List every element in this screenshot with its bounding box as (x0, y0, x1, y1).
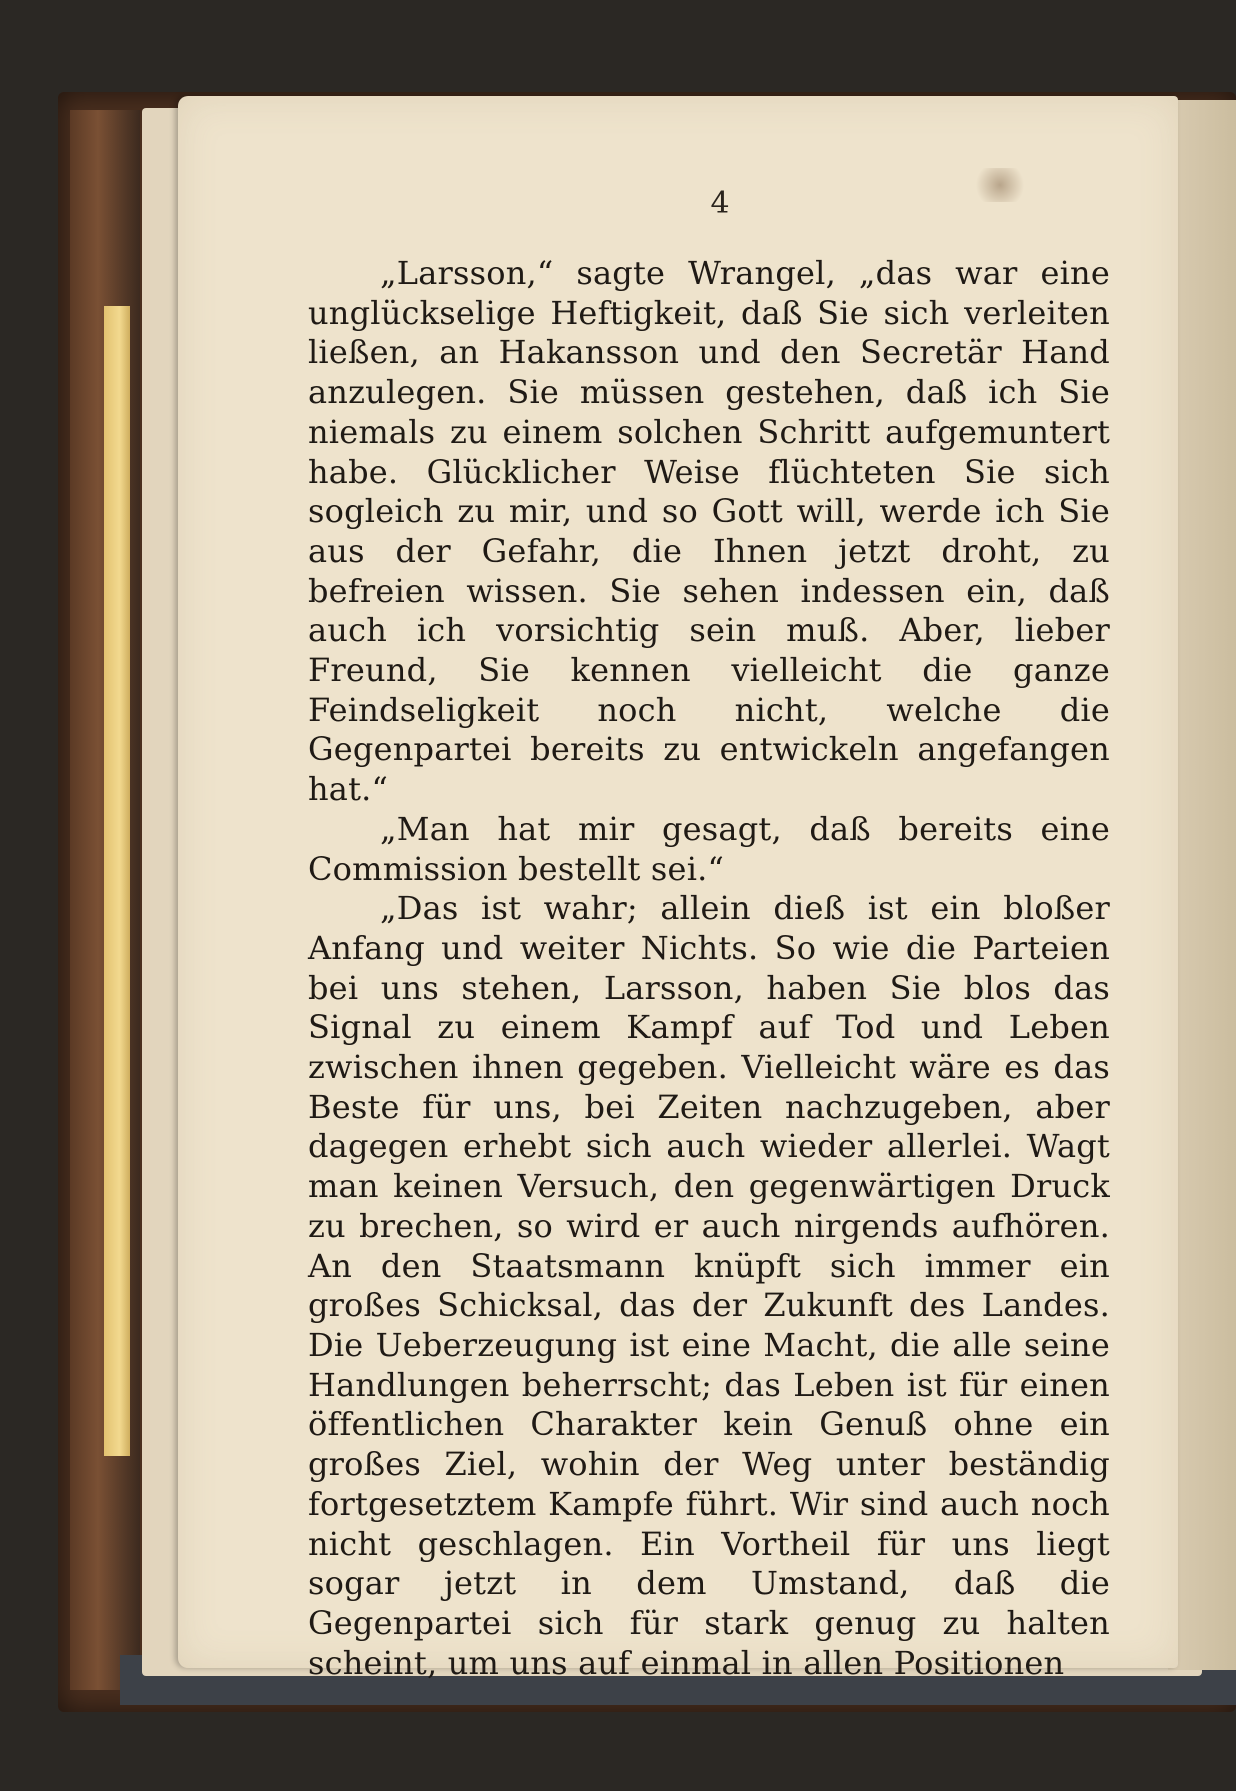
page-number: 4 (710, 186, 730, 221)
paper-stain (970, 168, 1030, 202)
bookmark-strip (104, 306, 130, 1456)
paragraph-2: „Man hat mir gesagt, daß bereits eine Commission bestellt sei.“ (308, 809, 1110, 888)
page-right-edge (1168, 100, 1236, 1670)
paragraph-3: „Das ist wahr; allein dieß ist ein bloßer Anfang und weiter Nichts. So wie die Parteien bei uns stehen, Larsson, haben Sie blos das Signal zu einem Kampf auf Tod und Leben zwischen ihnen gegeben. Vielleicht wäre es das Beste für uns, bei Zeiten nachzugeben, aber dagegen erhebt sich auch wieder allerlei. Wagt man keinen Versuch, den gegenwärtigen Druck zu brechen, so wird er auch nirgends aufhören. An den Staatsmann knüpft sich immer ein großes Schicksal, das der Zukunft des Landes. Die Ueberzeugung ist eine Macht, die alle seine Handlungen beherrscht; das Leben ist für einen öffentlichen Charakter kein Genuß ohne ein großes Ziel, wohin der Weg unter beständig fortgesetztem Kampfe führt. Wir sind auch noch nicht geschlagen. Ein Vortheil für uns liegt sogar jetzt in dem Umstand, daß die Gegenpartei sich für stark genug zu halten scheint, um uns auf einmal in allen Positionen (308, 889, 1110, 1682)
page-text (308, 254, 1110, 1683)
paragraph-1: „Larsson,“ sagte Wrangel, „das war eine unglückselige Heftigkeit, daß Sie sich verleiten ließen, an Hakansson und den Secretär Hand anzulegen. Sie müssen gestehen, daß ich Sie niemals zu einem solchen Schritt aufgemuntert habe. Glücklicher Weise flüchteten Sie sich sogleich zu mir, und so Gott will, werde ich Sie aus der Gefahr, die Ihnen jetzt droht, zu befreien wissen. Sie sehen indessen ein, daß auch ich vorsichtig sein muß. Aber, lieber Freund, Sie kennen vielleicht die ganze Feindseligkeit noch nicht, welche die Gegenpartei bereits zu entwickeln angefangen hat.“ (308, 254, 1110, 809)
